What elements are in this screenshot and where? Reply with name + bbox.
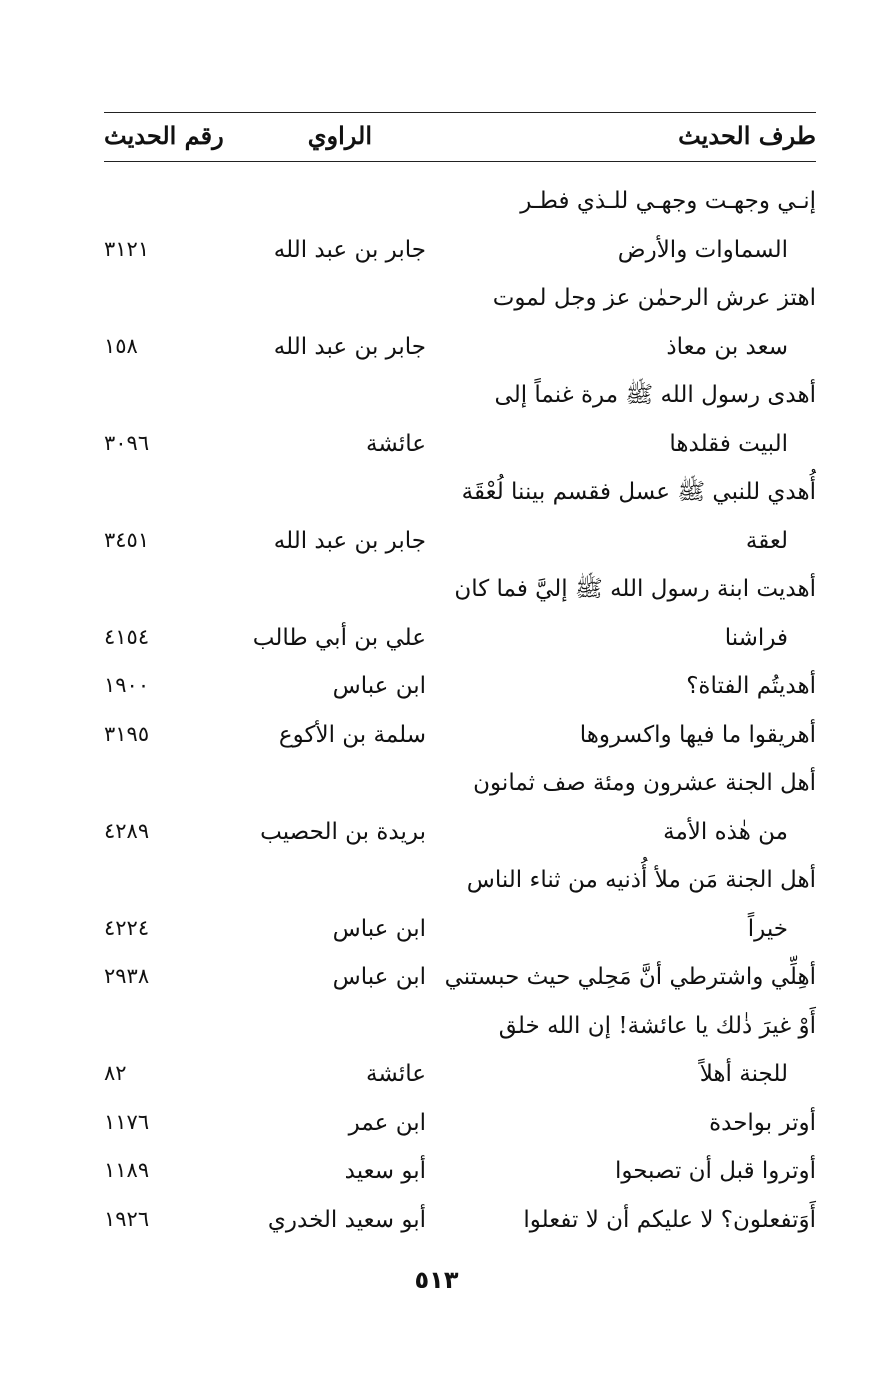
narrator: علي بن أبي طالب bbox=[252, 624, 426, 651]
header-hadith-start: طرف الحديث bbox=[678, 121, 816, 150]
hadith-start-continuation: من هٰذه الأمة bbox=[663, 818, 788, 845]
hadith-number: ٤٢٢٤ bbox=[104, 915, 150, 940]
hadith-start-line: أوتر بواحدة bbox=[709, 1109, 816, 1136]
table-header bbox=[104, 113, 816, 161]
header-narrator: الراوي bbox=[307, 121, 372, 150]
hadith-number: ١١٧٦ bbox=[104, 1109, 150, 1134]
narrator: ابن عباس bbox=[332, 915, 426, 942]
hadith-start-line: أهديتُم الفتاة؟ bbox=[686, 673, 816, 699]
narrator: سلمة بن الأكوع bbox=[278, 721, 426, 748]
hadith-number: ٣٤٥١ bbox=[104, 527, 150, 552]
hadith-start-continuation: للجنة أهلاً bbox=[699, 1061, 788, 1087]
hadith-start-line: أُهدي للنبي ﷺ عسل فقسم بيننا لُعْقَة bbox=[461, 479, 816, 505]
hadith-number: ١١٨٩ bbox=[104, 1158, 150, 1182]
hadith-start-line: أهل الجنة عشرون ومئة صف ثمانون bbox=[473, 770, 816, 796]
narrator: بريدة بن الحصيب bbox=[260, 818, 426, 845]
hadith-number: ١٩٠٠ bbox=[104, 673, 150, 697]
page-number: ٥١٣ bbox=[414, 1266, 459, 1294]
hadith-start-continuation: البيت فقلدها bbox=[669, 430, 788, 457]
hadith-start-line: إنـي وجهـت وجهـي للـذي فطـر bbox=[520, 188, 816, 214]
hadith-number: ١٩٢٦ bbox=[104, 1206, 150, 1231]
narrator: جابر بن عبد الله bbox=[273, 236, 426, 263]
hadith-start-continuation: السماوات والأرض bbox=[617, 236, 788, 263]
hadith-start-line: أهديت ابنة رسول الله ﷺ إليَّ فما كان bbox=[454, 576, 816, 602]
index-page bbox=[104, 112, 816, 1233]
hadith-number: ٣٠٩٦ bbox=[104, 430, 150, 455]
hadith-number: ٣١٩٥ bbox=[104, 721, 150, 746]
hadith-start-continuation: سعد بن معاذ bbox=[666, 333, 788, 360]
hadith-start-continuation: فراشنا bbox=[724, 624, 788, 651]
hadith-number: ٤١٥٤ bbox=[104, 624, 150, 649]
narrator: أبو سعيد الخدري bbox=[267, 1206, 426, 1233]
hadith-start-line: أَوَتفعلون؟ لا عليكم أن لا تفعلوا bbox=[523, 1206, 816, 1233]
hadith-number: ٢٩٣٨ bbox=[104, 964, 150, 988]
narrator: عائشة bbox=[366, 430, 426, 457]
narrator: ابن عباس bbox=[332, 964, 426, 990]
narrator: ابن عباس bbox=[332, 673, 426, 699]
index-rows bbox=[104, 162, 816, 1233]
narrator: جابر بن عبد الله bbox=[273, 333, 426, 360]
hadith-start-continuation: خيراً bbox=[747, 915, 788, 942]
hadith-number: ٤٢٨٩ bbox=[104, 818, 150, 843]
hadith-number: ١٥٨ bbox=[104, 333, 138, 358]
hadith-start-line: أهِلِّي واشترطي أنَّ مَحِلي حيث حبستني bbox=[444, 964, 816, 990]
hadith-start-continuation: لعقة bbox=[745, 527, 788, 554]
hadith-start-line: اهتز عرش الرحمٰن عز وجل لموت bbox=[492, 285, 816, 311]
header-hadith-number: رقم الحديث bbox=[104, 121, 224, 150]
hadith-start-line: أهل الجنة مَن ملأ أُذنيه من ثناء الناس bbox=[466, 867, 816, 893]
narrator: عائشة bbox=[366, 1061, 426, 1087]
narrator: أبو سعيد bbox=[344, 1158, 426, 1184]
hadith-start-line: أوتروا قبل أن تصبحوا bbox=[614, 1158, 816, 1184]
hadith-start-line: أَوْ غيرَ ذٰلك يا عائشة! إن الله خلق bbox=[498, 1012, 816, 1039]
hadith-start-line: أهريقوا ما فيها واكسروها bbox=[579, 721, 816, 748]
narrator: ابن عمر bbox=[348, 1109, 426, 1136]
narrator: جابر بن عبد الله bbox=[273, 527, 426, 554]
hadith-number: ٨٢ bbox=[104, 1061, 127, 1085]
hadith-number: ٣١٢١ bbox=[104, 236, 150, 261]
hadith-start-line: أهدى رسول الله ﷺ مرة غنماً إلى bbox=[494, 382, 816, 408]
